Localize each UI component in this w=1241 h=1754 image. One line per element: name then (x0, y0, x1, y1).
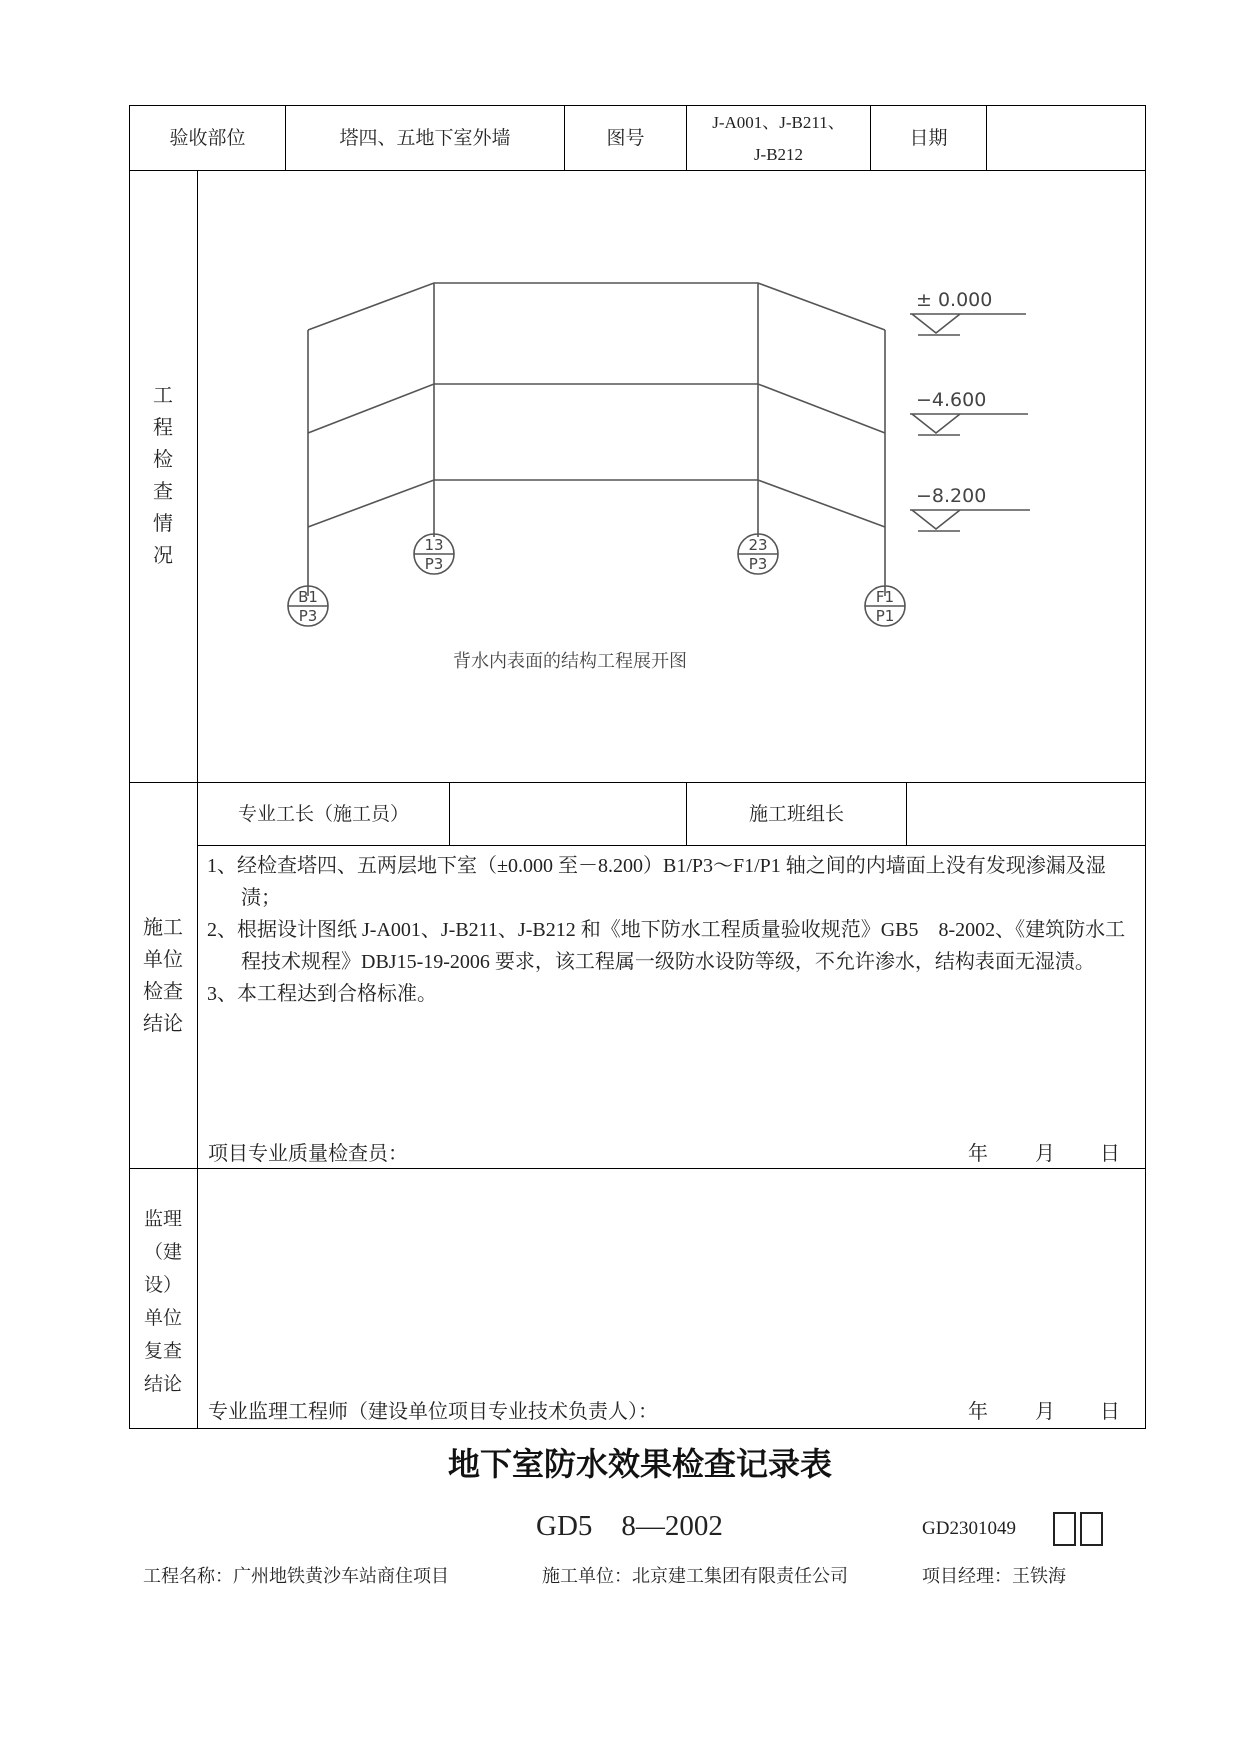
axis-label: P3 (748, 555, 768, 573)
elevation-label: −4.600 (916, 389, 987, 411)
table-border-right (1145, 105, 1146, 1429)
table-border-left (129, 105, 130, 1429)
axis-label: P3 (298, 607, 318, 625)
supervision-label: 监理 （建 设） 单位 复查 结论 (143, 1209, 182, 1395)
location-label: 验收部位 (169, 128, 246, 149)
table-border-bottom (129, 1428, 1146, 1429)
axis-label: B1 (298, 588, 318, 606)
construction-label: 施工单位检查结论 (143, 917, 183, 1035)
diagram-caption: 背水内表面的结构工程展开图 (453, 651, 687, 671)
elevation-marker (912, 510, 960, 529)
contractor: 施工单位：北京建工集团有限责任公司 (542, 1566, 848, 1586)
elevation-label: ± 0.000 (916, 289, 993, 311)
foreman-label: 专业工长（施工员） (237, 804, 409, 825)
project-manager: 项目经理：王铁海 (922, 1566, 1066, 1586)
form-code-box (1080, 1512, 1103, 1546)
axis-label: F1 (875, 588, 895, 606)
axis-label: 13 (424, 536, 444, 554)
col-divider (906, 782, 907, 846)
elevation-label: −8.200 (916, 485, 987, 507)
level-line-0 (308, 283, 885, 330)
row-divider (129, 1168, 1146, 1169)
form-code: GD2301049 (922, 1518, 1016, 1539)
level-line-8200 (308, 480, 885, 527)
standard-code: GD5 8—2002 (536, 1510, 723, 1542)
col-divider (986, 105, 987, 171)
wall-unfold-diagram (198, 171, 1145, 782)
form-title: 地下室防水效果检查记录表 (447, 1446, 832, 1482)
sign-year: 年 (968, 1143, 988, 1165)
sign-month: 月 (1035, 1401, 1055, 1423)
inspection-label: 工程检查情况 (153, 385, 173, 567)
team-leader-label: 施工班组长 (748, 804, 844, 825)
construction-conclusion (207, 850, 1142, 1010)
elevation-marker (912, 414, 960, 433)
form-code-box (1053, 1512, 1076, 1546)
sign-day: 日 (1100, 1401, 1120, 1423)
drawing-value-line2: J-B212 (753, 145, 804, 164)
inspector-label: 项目专业质量检查员： (208, 1143, 408, 1165)
conclusion-item-1: 1、经检查塔四、五两层地下室（±0.000 至－8.200）B1/P3～F1/P1 轴之间的内墙面上没有发现渗漏及湿渍； (207, 855, 1106, 909)
axis-label: P1 (875, 607, 895, 625)
row-divider (197, 845, 1146, 846)
conclusion-item-2: 2、根据设计图纸 J-A001、J-B211、J-B212 和《地下防水工程质量验收规范》GB5 8-2002、《建筑防水工程技术规程》DBJ15-19-2006 要求，该工程属一级防水设防等级，不允许渗水，结构表面无湿渍。 (207, 919, 1126, 973)
axis-label: P3 (424, 555, 444, 573)
elevation-marker (912, 314, 960, 333)
conclusion-item-3: 3、本工程达到合格标准。 (207, 983, 437, 1005)
drawing-label: 图号 (606, 128, 645, 149)
sign-month: 月 (1035, 1143, 1055, 1165)
level-line-4600 (308, 384, 885, 433)
location-value: 塔四、五地下室外墙 (339, 128, 511, 149)
axis-label: 23 (748, 536, 768, 554)
drawing-value-line1: J-A001、J-B211、 (712, 113, 845, 132)
date-label: 日期 (909, 128, 948, 149)
sign-year: 年 (968, 1401, 988, 1423)
sign-day: 日 (1100, 1143, 1120, 1165)
project-name: 工程名称：广州地铁黄沙车站商住项目 (143, 1566, 449, 1586)
supervisor-label: 专业监理工程师（建设单位项目专业技术负责人）： (208, 1401, 658, 1423)
row-divider (129, 782, 1146, 783)
table-border-top (129, 105, 1146, 106)
col-divider (449, 782, 450, 846)
